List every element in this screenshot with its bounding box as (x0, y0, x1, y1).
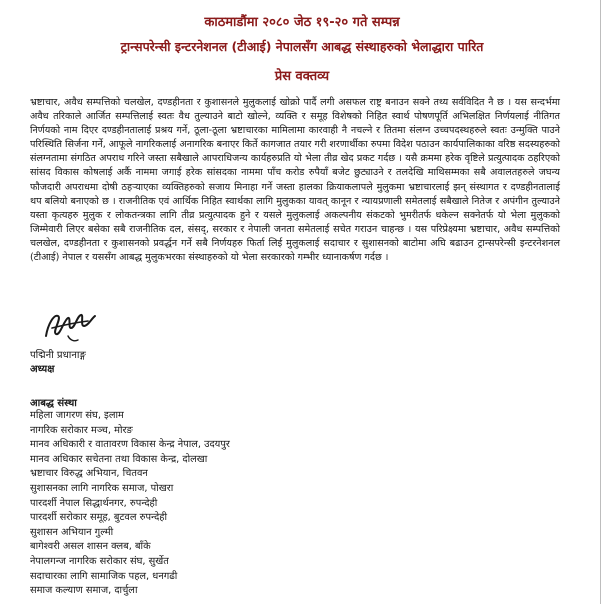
list-item: मानव अधिकार सचेतना तथा विकास केन्द्र, दोलखा (30, 453, 208, 465)
list-item: पारदर्शी सरोकार समूह, बुटवल रुपन्देही (30, 512, 168, 524)
handwritten-signature (38, 306, 100, 346)
document-title: प्रेस वक्तव्य (274, 69, 330, 84)
list-item: नागरिक सरोकार मञ्च, मोरङ (30, 424, 133, 436)
list-item: मानव अधिकारी र वातावरण विकास केन्द्र नेपाल, उदयपुर (30, 439, 230, 451)
list-item: बागेश्वरी असल शासन क्लब, बाँके (30, 541, 151, 553)
list-item: सुशासन अभियान गुल्मी (30, 526, 114, 538)
affiliated-organizations-heading: आबद्ध संस्था (30, 398, 77, 409)
list-item: सुशासनका लागि नागरिक समाज, पोखरा (30, 482, 174, 494)
list-item: महिला जागरण संघ, इलाम (30, 410, 124, 421)
statement-paragraph: भ्रष्टाचार, अवैध सम्पत्तिको चलखेल, दण्डहीनता र कुशासनले मुलुकलाई खोक्रो पार्दै लगी असफल राष्ट्र बनाउन सक्ने तथ्य सर्वविदित नै छ । यस सन्दर्भमा अवैध तरिकाले आर्जित सम्पत्तिलाई स्वतः वैध तुल्याउने बाटो खोल्ने, व्यक्ति र समूह विशेषको निहित स्वार्थ पोषणपूर्ति अभिलक्षित निर्णयलाई नीतिगत निर्णयको नाम दिएर दण्डहीनतालाई प्रश्रय गर्ने, ठूला-ठूला भ्रष्टाचारका मामिलामा कारवाही नै नचल्ने र तितमा संलग्न उच्चपदस्थहरुले स्वतः उन्मुक्ति पाउने परिस्थिति सिर्जना गर्ने, आफूले नागरिकलाई अनागरिक बनाएर किर्ते कागजात तयार गरी शरणार्थीका रुपमा विदेश पठाउन कार्यपालिकाका वरिष्ठ सदस्यहरुको संलग्नतामा संगठित अपराध गरिने जस्ता सबैखाले आपराधिजन्य कार्यहरुप्रति यो भेला तीव्र खेद प्रकट गर्दछ । यसै क्रममा हरेक वृष्टिले प्रत्युत्पादक ठहरिएको सांसद विकास कोषलाई अर्कै नाममा जगाई हरेक सांसदका नाममा पाँच करोड रुपैयाँ बजेट छुट्याउने र तलदेखि माथिसम्मका सबै अवालतहरुले जघन्य फौजदारी अपराधमा दोषी ठहऱ्याएका व्यक्तिहरुको सजाय मिनाहा गर्ने जस्ता हालका क्रियाकलापले मुलुकमा भ्रष्टाचारलाई झन् संस्थागत र दण्डहीनतालाई थप बलियो बनाएको छ । राजनीतिक एवं आर्थिक निहित स्वार्थका लागि मुलुकका यावत् कानून र न्यायप्रणाली समेतलाई सबैखाले नितेज र अपंगीन तुल्याउने यस्ता कृत्यहरु मुलुक र लोकतन्त्रका लागि तीव्र प्रत्युत्पादक हुने र यसले मुलुकलाई अकल्पनीय संकटको भुमरीतर्फ धकेल्न सक्नेतर्फ यो भेला मुलुकको जिम्मेवारी लिएर बसेका सबै राजनीतिक दल, संसद्, सरकार र नेपाली जनता समेतलाई सचेत गराउन चाहन्छ । यस परिप्रेक्ष्यमा भ्रष्टाचार, अवैध सम्पत्तिको चलखेल, दण्डहीनता र कुशासनको प्रवर्द्धन गर्ने सबै निर्णयहरु फिर्ता लिई मुलुकलाई सदाचार र सुशासनको बाटोमा अघि बढाउन ट्रान्सपरेन्सी इन्टरनेशनल (टीआई) नेपाल र यससँग आबद्ध मुलुकभरका संस्थाहरुको यो भेला सरकारको गम्भीर ध्यानाकर्षण गर्दछ । (30, 97, 560, 264)
list-item: नेपालगन्ज नागरिक सरोकार संघ, सुर्खेत (30, 555, 169, 567)
list-item: भ्रष्टाचार विरुद्ध अभियान, चितवन (30, 468, 148, 480)
signatory-title: अध्यक्ष (30, 364, 55, 375)
list-item: समाज कल्याण समाज, दार्चुला (30, 585, 138, 597)
list-item: पारदर्शी नेपाल सिद्धार्थनगर, रुपन्देही (30, 497, 158, 509)
event-date-heading: काठमाडौंमा २०८० जेठ १९-२० गते सम्पन्न (204, 15, 400, 30)
page-edge-divider (600, 0, 601, 604)
affiliated-organizations-list (30, 409, 230, 599)
signatory-name: पद्मिनी प्रधानाङ्ग (30, 350, 86, 361)
organization-heading: ट्रान्सपरेन्सी इन्टरनेशनल (टीआई) नेपालसँग आबद्ध संस्थाहरुको भेलाद्धारा पारित (120, 39, 484, 54)
list-item: सदाचारका लागि सामाजिक पहल, धनगढी (30, 570, 178, 582)
